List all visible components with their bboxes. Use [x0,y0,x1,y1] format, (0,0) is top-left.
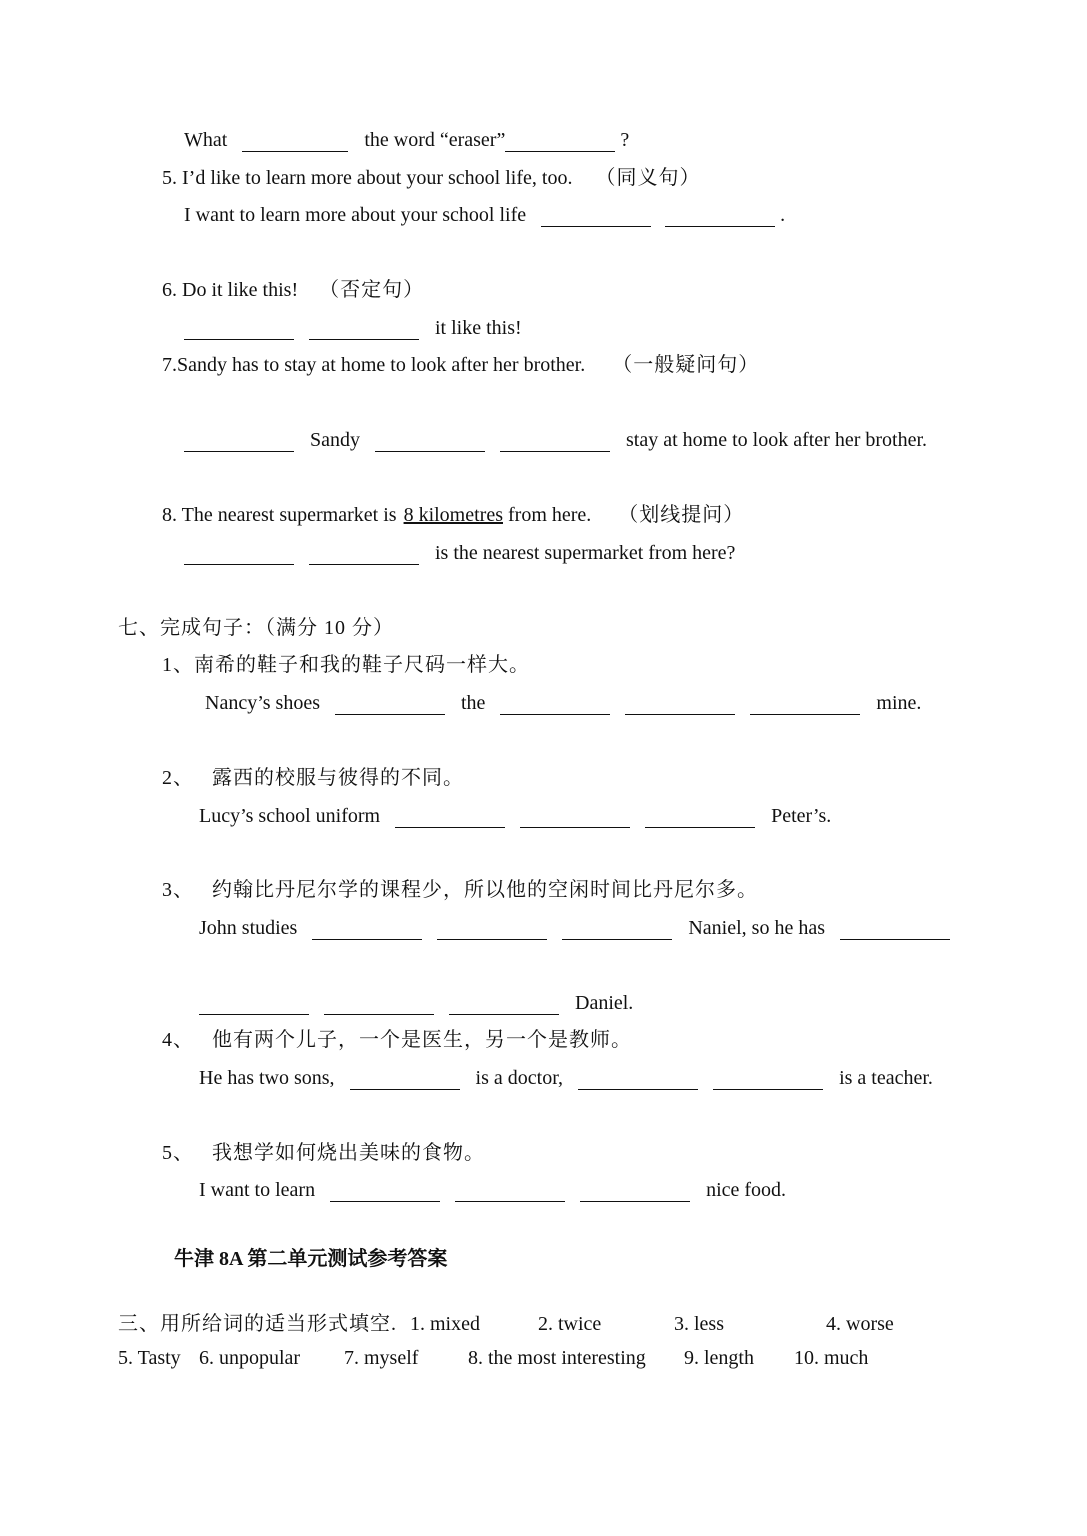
answer-7: 7. myself [344,1347,419,1369]
s7-item4-en-b: is a doctor, [475,1067,564,1089]
s7-item3-blank-7[interactable] [449,994,559,1015]
q8-note: （划线提问） [618,504,745,526]
s7-item1-blank-4[interactable] [750,694,860,715]
s7-item1-cn [162,653,530,677]
s7-item1-en-b: the [460,692,486,714]
q7-answer-text: stay at home to look after her brother. [626,429,928,451]
s7-item3-blank-5[interactable] [199,994,309,1015]
s7-item3-en-c: Daniel. [575,992,634,1014]
s7-item1-cn-text: 南希的鞋子和我的鞋子尺码一样大。 [194,654,530,676]
q5-blank-2[interactable] [665,206,775,227]
answers-row1-label: 三、用所给词的适当形式填空. [118,1313,397,1335]
q6-blank-2[interactable] [309,319,419,340]
s7-item5-blank-1[interactable] [330,1181,440,1202]
q8-answer-text: is the nearest supermarket from here? [435,542,736,564]
q5-blank-1[interactable] [541,206,651,227]
s7-item4-num: 4、 [162,1029,194,1051]
s7-item5-cn-text: 我想学如何烧出美味的食物。 [212,1142,485,1164]
q5-answer-text: I want to learn more about your school life [184,204,527,226]
s7-item2-blank-3[interactable] [645,807,755,828]
s7-item3-blank-2[interactable] [437,919,547,940]
answer-8: 8. the most interesting [468,1347,646,1369]
s7-item5-en [199,1178,786,1202]
q8-question [162,503,744,527]
s7-item3-en-line1 [199,916,955,940]
s7-item3-blank-1[interactable] [312,919,422,940]
answer-5: 5. Tasty [118,1347,181,1369]
s7-item5-blank-2[interactable] [455,1181,565,1202]
answer-1: 1. mixed [410,1313,480,1335]
q7-blank-2[interactable] [375,431,485,452]
s7-item3-en-a: John studies [199,917,298,939]
s7-item4-en-c: is a teacher. [839,1067,933,1089]
q8-underlined-text: 8 kilometres [403,504,503,526]
s7-item3-num: 3、 [162,879,194,901]
s7-item2-cn-text: 露西的校服与彼得的不同。 [212,767,464,789]
q6-note: （否定句） [319,279,425,301]
q6-blank-1[interactable] [184,319,294,340]
q5-note: （同义句） [595,167,701,189]
answer-6: 6. unpopular [199,1347,301,1369]
s7-item1-num: 1、 [162,654,194,676]
s7-item4-blank-2[interactable] [578,1069,698,1090]
q6-answer-text: it like this! [435,317,522,339]
s7-item3-en-b: Naniel, so he has [688,917,825,939]
answers-title: 牛津 8A 第二单元测试参考答案 [174,1248,448,1270]
section7-heading: 七、完成句子：（满分 10 分） [118,617,394,639]
q7-blank-3[interactable] [500,431,610,452]
answers-row1 [118,1312,397,1336]
q4-end-text: ? [620,129,630,151]
q7-question [162,353,759,377]
s7-item1-blank-3[interactable] [625,694,735,715]
s7-item3-blank-3[interactable] [562,919,672,940]
s7-item2-en-a: Lucy’s school uniform [199,805,381,827]
s7-item1-blank-1[interactable] [335,694,445,715]
q4-blank-2[interactable] [505,131,615,152]
q4-answer-line [184,128,629,152]
s7-item2-blank-2[interactable] [520,807,630,828]
s7-item1-en [205,691,921,715]
q7-answer-mid: Sandy [310,429,360,451]
s7-item3-blank-6[interactable] [324,994,434,1015]
q8-question-text: 8. The nearest supermarket is [162,504,397,526]
s7-item4-cn [162,1028,632,1052]
s7-item3-cn [162,878,758,902]
q4-mid-text: the word “eraser” [364,129,506,151]
answer-4: 4. worse [826,1313,894,1335]
q8-answer-line [184,541,735,565]
q6-answer-line [184,316,522,340]
q7-blank-1[interactable] [184,431,294,452]
answer-9: 9. length [684,1347,754,1369]
s7-item4-en [199,1066,933,1090]
s7-item5-cn [162,1141,485,1165]
answer-10: 10. much [794,1347,869,1369]
s7-item2-en-c: Peter’s. [771,805,832,827]
s7-item3-blank-4[interactable] [840,919,950,940]
q5-answer-line [184,203,785,227]
s7-item5-en-c: nice food. [706,1179,787,1201]
s7-item3-en-line2 [199,991,633,1015]
s7-item2-num: 2、 [162,767,194,789]
q7-note: （一般疑问句） [612,354,760,376]
s7-item1-blank-2[interactable] [500,694,610,715]
s7-item5-blank-3[interactable] [580,1181,690,1202]
s7-item3-cn-text: 约翰比丹尼尔学的课程少，所以他的空闲时间比丹尼尔多。 [212,879,758,901]
q8-blank-2[interactable] [309,544,419,565]
s7-item4-blank-3[interactable] [713,1069,823,1090]
s7-item5-num: 5、 [162,1142,194,1164]
answer-3: 3. less [674,1313,724,1335]
q8-question-end: from here. [508,504,592,526]
q7-answer-line [184,428,927,452]
q7-question-text: 7.Sandy has to stay at home to look after her brother. [162,354,586,376]
q5-question-text: 5. I’d like to learn more about your school life, too. [162,167,573,189]
q8-blank-1[interactable] [184,544,294,565]
q4-what-text: What [184,129,228,151]
answer-2: 2. twice [538,1313,602,1335]
q5-answer-end: . [780,204,786,226]
q6-question-text: 6. Do it like this! [162,279,299,301]
s7-item4-cn-text: 他有两个儿子，一个是医生，另一个是教师。 [212,1029,632,1051]
s7-item2-blank-1[interactable] [395,807,505,828]
q5-question [162,166,700,190]
q4-blank-1[interactable] [242,131,348,152]
s7-item1-en-a: Nancy’s shoes [205,692,320,714]
s7-item4-blank-1[interactable] [350,1069,460,1090]
s7-item1-en-c: mine. [876,692,922,714]
s7-item2-en [199,804,831,828]
s7-item2-cn [162,766,464,790]
q6-question [162,278,424,302]
s7-item4-en-a: He has two sons, [199,1067,335,1089]
s7-item5-en-a: I want to learn [199,1179,316,1201]
